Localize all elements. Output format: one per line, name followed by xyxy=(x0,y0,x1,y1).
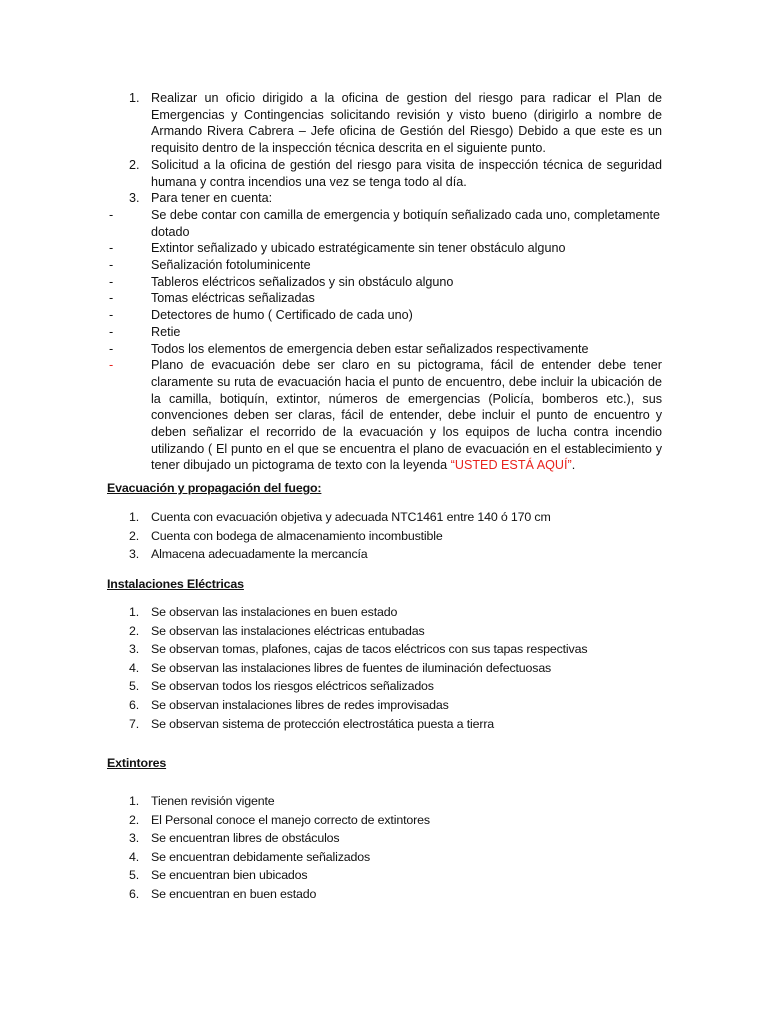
bullet-dash: - xyxy=(109,258,114,273)
list-item-text: Solicitud a la oficina de gestión del riesgo para visita de inspección técnica de seguridad humana y contra incendios una vez se tenga todo al día. xyxy=(151,157,662,189)
section-list-extintores xyxy=(107,792,667,904)
bullet-text: Señalización fotoluminicente xyxy=(151,258,311,273)
list-item-text: Se observan todos los riesgos eléctricos señalizados xyxy=(151,679,434,694)
list-number: 4. xyxy=(129,849,140,864)
list-item-text: Se observan las instalaciones libres de fuentes de iluminación defectuosas xyxy=(151,660,552,675)
list-item xyxy=(107,545,667,564)
list-item xyxy=(107,715,667,734)
bullet-text: Extintor señalizado y ubicado estratégicamente sin tener obstáculo alguno xyxy=(151,241,566,256)
bullet-item xyxy=(107,341,662,358)
list-item xyxy=(107,792,667,811)
list-item xyxy=(107,603,667,622)
bullet-item xyxy=(107,240,662,257)
list-number: 2. xyxy=(129,623,140,638)
list-item xyxy=(107,508,667,527)
bullet-item-evacuation-plan xyxy=(107,357,662,474)
bullet-text: Se debe contar con camilla de emergencia y botiquín señalizado cada uno, completamente dotado xyxy=(151,207,660,239)
list-item-text: Se observan sistema de protección electrostática puesta a tierra xyxy=(151,716,495,731)
list-number: 4. xyxy=(129,660,140,675)
list-item-text: Cuenta con evacuación objetiva y adecuada NTC1461 entre 140 ó 170 cm xyxy=(151,510,551,524)
bullet-text: Todos los elementos de emergencia deben estar señalizados respectivamente xyxy=(151,341,589,356)
bullet-text-end: . xyxy=(571,458,576,473)
list-number: 6. xyxy=(129,886,140,901)
list-item xyxy=(107,90,662,157)
list-item xyxy=(107,848,667,867)
list-item-text: Se observan tomas, plafones, cajas de tacos eléctricos con sus tapas respectivas xyxy=(151,642,588,657)
list-number: 7. xyxy=(129,716,140,731)
list-item-text: Se encuentran bien ubicados xyxy=(151,868,308,883)
bullet-dash: - xyxy=(109,274,114,289)
bullet-dash-red: - xyxy=(109,358,114,373)
list-number: 5. xyxy=(129,868,140,883)
list-number: 3. xyxy=(129,547,140,562)
bullet-item xyxy=(107,324,662,341)
bullet-dash: - xyxy=(109,308,114,323)
list-item-text: Tienen revisión vigente xyxy=(151,794,275,808)
list-item-text: Se observan instalaciones libres de redes improvisadas xyxy=(151,697,449,712)
bullet-text: Detectores de humo ( Certificado de cada uno) xyxy=(151,308,413,323)
list-item xyxy=(107,885,667,904)
list-item-text: Se encuentran libres de obstáculos xyxy=(151,831,340,846)
bullet-text: Tableros eléctricos señalizados y sin obstáculo alguno xyxy=(151,274,454,289)
list-item xyxy=(107,811,667,830)
bullet-text xyxy=(151,357,662,474)
list-item xyxy=(107,866,667,885)
list-item-text: Para tener en cuenta: xyxy=(151,191,273,206)
bullet-dash: - xyxy=(109,207,114,222)
bullet-item xyxy=(107,307,662,324)
list-number: 1. xyxy=(129,605,140,619)
bullet-text: Retie xyxy=(151,324,181,339)
list-item xyxy=(107,622,667,641)
list-item-text: Realizar un oficio dirigido a la oficina de gestion del riesgo para radicar el Plan de Emergencias y Contingencias solicitando revisión y visto bueno (dirigirlo a nombre de Armando Rivera Cabrera – Jefe oficina de Gestión del Riesgo) Debido a que este es un requisito dentro de la inspección técnica descrita en el siguiente punto. xyxy=(151,91,662,156)
bullet-item xyxy=(107,274,662,291)
list-item-text: El Personal conoce el manejo correcto de extintores xyxy=(151,812,430,827)
bullet-item xyxy=(107,257,662,274)
list-number: 2. xyxy=(129,157,140,172)
section-list-evacuacion xyxy=(107,508,667,564)
list-item-text: Cuenta con bodega de almacenamiento incombustible xyxy=(151,528,443,543)
highlight-usted-esta-aqui: “USTED ESTÁ AQUÍ” xyxy=(450,458,572,473)
bullet-dash: - xyxy=(109,291,114,306)
list-number: 2. xyxy=(129,528,140,543)
list-item-text: Se observan las instalaciones eléctricas entubadas xyxy=(151,623,425,638)
list-number: 1. xyxy=(129,510,140,524)
bullet-text-body: Plano de evacuación debe ser claro en su pictograma, fácil de entender debe tener claramente su ruta de evacuación hacia el punto de encuentro, debe incluir la ubicación de la camilla, botiquín, extintor, números de emergencias (Policía, bomberos etc.), sus convenciones deben ser claras, fácil de entender, debe incluir el punto de encuentro y deben señalizar el recorrido de la evacuación y los equipos de lucha contra incendio utilizando ( El punto en el que se encuentra el plano de evacuación en el establecimiento y tener dibujado un pictograma de texto con la leyenda xyxy=(151,358,662,473)
section-heading-instalaciones: Instalaciones Eléctricas xyxy=(107,577,244,591)
section-list-instalaciones xyxy=(107,603,667,733)
bullet-dash: - xyxy=(109,324,114,339)
list-item-text: Se observan las instalaciones en buen estado xyxy=(151,605,398,619)
list-number: 1. xyxy=(129,91,140,105)
bullet-dash: - xyxy=(109,341,114,356)
intro-block xyxy=(107,90,662,474)
list-number: 3. xyxy=(129,191,140,206)
list-item xyxy=(107,527,667,546)
section-heading-extintores: Extintores xyxy=(107,756,167,770)
bullet-text: Tomas eléctricas señalizadas xyxy=(151,291,315,306)
list-number: 3. xyxy=(129,831,140,846)
list-item xyxy=(107,696,667,715)
bullet-dash: - xyxy=(109,241,114,256)
list-item-text: Almacena adecuadamente la mercancía xyxy=(151,547,368,562)
bullet-item xyxy=(107,290,662,307)
list-item xyxy=(107,640,667,659)
list-number: 2. xyxy=(129,812,140,827)
list-item-text: Se encuentran en buen estado xyxy=(151,886,317,901)
list-item xyxy=(107,677,667,696)
bullet-item xyxy=(107,207,662,240)
list-item-text: Se encuentran debidamente señalizados xyxy=(151,849,371,864)
list-item xyxy=(107,659,667,678)
section-heading-evacuacion: Evacuación y propagación del fuego: xyxy=(107,481,322,495)
list-item xyxy=(107,190,662,207)
list-number: 3. xyxy=(129,642,140,657)
list-item xyxy=(107,829,667,848)
list-number: 5. xyxy=(129,679,140,694)
list-item xyxy=(107,157,662,190)
list-number: 1. xyxy=(129,794,140,808)
list-number: 6. xyxy=(129,697,140,712)
